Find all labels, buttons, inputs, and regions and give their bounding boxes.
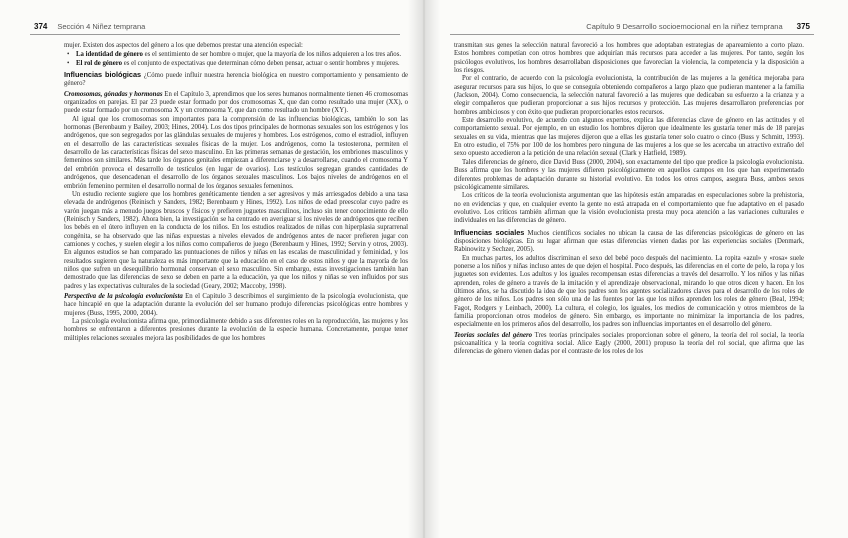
paragraph-text: En el Capítulo 3 describimos el surgimiento de la psicología evolucionista, que hace hincapié en que la adaptación durante la evolución del ser humano produjo diferencias psicológicas entre hombres y mujeres (Buss, 1995, 2000, 2004). xyxy=(64,292,408,317)
subsection-title: Teorías sociales del género xyxy=(454,331,533,339)
right-page-number: 375 xyxy=(796,21,810,31)
left-page-header xyxy=(34,20,404,32)
subsection-title: Perspectiva de la psicología evolucionista xyxy=(64,292,183,300)
list-item-term: El rol de género xyxy=(76,59,123,67)
paragraph-text: En el Capítulo 3, aprendimos que los seres humanos normalmente tienen 46 cromosomas organizados en parejas. El par 23 puede estar formado por dos cromosomas X, que dan como resultado una mujer (XX), o puede estar formado por un cromosoma X y un cromosoma Y, que dan como resultado un hombre (XY). xyxy=(64,90,409,115)
right-page xyxy=(424,0,848,538)
paragraph-hormones: Al igual que los cromosomas son importantes para la comprensión de las influencias biológicas, también lo son las hormonas (Berenbaum y Bailey, 2003; Hines, 2004). Los dos tipos principales de hormonas sexuales son los estrógenos y los andrógenos, que son segregados por las glándulas sexuales de mujeres y hombres. Los estrógenos, como el estradiol, influyen en el desarrollo de las características sexuales físicas de la mujer. Los andrógenos, como la testosterona, permiten el desarrollo de las características físicas del sexo masculino. En las primeras semanas de gestación, los embriones masculinos y femeninos son similares. Más tarde los órganos genitales empiezan a diferenciarse y a desarrollarse, cuando el cromosoma Y del embrión provoca el desarrollo de testículos (en lugar de ovarios). Los testículos segregan grandes cantidades de andrógenos, que desencadenan el desarrollo de los órganos sexuales masculinos. Los bajos niveles de andrógenos en el embrión femenino permiten el desarrollo normal de los órganos sexuales femeninos. xyxy=(64,115,408,190)
book-gutter-shadow xyxy=(408,0,440,538)
paragraph-text: Tres teorías principales sociales proporcionan sobre el género, la teoría del rol social, la teoría psicoanalítica y la teoría cognitiva social. Alice Eagly (2000, 2001) propuso la teoría del rol social, que afirma que las diferencias de género vienen dadas por el contraste de los roles de los xyxy=(454,331,804,356)
subsection-paragraph-evolutionary xyxy=(64,293,408,318)
paragraph-androgens-study: Un estudio reciente sugiere que los hombres genéticamente tienden a ser agresivos y más arriesgados debido a una tasa elevada de andrógenos (Reinisch y Sanders, 1982; Berenbaum y Hines, 1992). Los niños de edad preescolar cuyo padre es varón juegan más a menudo juegos bruscos y físicos y prefieren juguetes masculinos, incluso sin tener conocimiento de ello (Reinisch y Sanders, 1982). Ahora bien, la investigación se ha centrado en averiguar si los niveles de andrógenos que reciben los bebés en el útero influyen en la conducta de los niños. En los estudios realizados de niñas con hiperplasia suprarrenal congénita, se ha observado que las niñas expuestas a niveles elevados de andrógenos antes de nacer prefieren jugar con camiones y coches, y suelen elegir a los niños como compañeros de juego (Berenbaum y Hines, 1992; Servin y otros, 2003). En algunos estudios se han comparado las puntuaciones de niños y niñas en las escalas de masculinidad y feminidad, y los resultados sugieren que la naturaleza es más importante que la educación en el caso de estos niños y que la mayoría de los niños que sufren un desequilibrio hormonal conservan el sexo masculino. Sin embargo, estas investigaciones también han demostrado que las diferencias de sexo se deben en parte a la educación, ya que los niños y niñas se ven influidos por sus padres y las expectativas culturales de la sociedad (Geary, 2002; Maccoby, 1998). xyxy=(64,190,408,290)
paragraph-continuation: transmitan sus genes la selección natural favoreció a los hombres que adoptaban estrategias de apareamiento a corto plazo. Estos hombres competían con otros hombres que adquirían más recursos para acceder a las mujeres. Por tanto, según los psicólogos evolutivos, los hombres desarrollaban disposiciones que favorecían la violencia, la competencia y la disposición a los riesgos. xyxy=(454,42,804,75)
left-intro-paragraph: mujer. Existen dos aspectos del género a los que debemos prestar una atención especial: xyxy=(64,42,303,49)
paragraph-evolutionary-roles: La psicología evolucionista afirma que, primordialmente debido a sus diferentes roles en la reproducción, las mujeres y los hombres se enfrentaron a diferentes presiones durante la evolución de la especie humana. Concretamente, porque tener múltiples relaciones sexuales mejora las posibilidades de que los hombres xyxy=(64,318,408,342)
subsection-paragraph-social-theories xyxy=(454,332,804,357)
list-item-text: es el conjunto de expectativas que determinan cómo deben pensar, actuar o sentir hombres y mujeres. xyxy=(123,59,400,67)
left-header-rule xyxy=(30,34,400,35)
list-item xyxy=(76,51,408,59)
left-text-column xyxy=(64,42,408,343)
paragraph-buss: Tales diferencias de género, dice David Buss (2000, 2004), son exactamente del tipo que predice la psicología evolucionista. Buss afirma que los hombres y las mujeres difieren psicológicamente en aquellos campos en los que han experimentado diferentes problemas de adaptación durante su historial evolutivo. En todos los otros campos, asegura Buss, ambos sexos psicológicamente similares. xyxy=(454,158,804,191)
section-heading-biological xyxy=(64,71,408,89)
subsection-title: Cromosomas, gónadas y hormonas xyxy=(64,90,163,98)
left-running-head: Sección 4 Niñez temprana xyxy=(57,21,146,31)
gender-aspects-list xyxy=(64,51,408,68)
section-heading-question: ¿Cómo puede influir nuestra herencia biológica en nuestro comportamiento y pensamiento de género? xyxy=(64,72,408,88)
section-heading-title: Influencias sociales xyxy=(454,227,525,237)
subsection-paragraph-chromosomes xyxy=(64,91,408,116)
paragraph-women-selection: Por el contrario, de acuerdo con la psicología evolucionista, la contribución de las mujeres a la genética mejoraba para asegurar recursos para sus hijos, lo que se conseguía obteniendo compañeros a largo plazo que pudieran mantener a la familia (Jackson, 2004). Como consecuencia, la selección natural favoreció a las mujeres que dedicaban su esfuerzo a la crianza y a elegir compañeros que pudieran proporcionar a sus hijos recursos y protección. Las mujeres desarrollaron preferencias por hombres ambiciosos y con éxito que pudieran proporcionarles estos recursos. xyxy=(454,75,804,116)
right-header-rule xyxy=(450,34,814,35)
paragraph-critics: Los críticos de la teoría evolucionista argumentan que las hipótesis están amparadas en especulaciones sobre la prehistoria, no en evidencias y que, en cualquier evento la gente no está atrapada en el comportamiento que fue adaptativo en el pasado evolutivo. Los críticos también afirman que la visión evolucionista presta muy poca atención a las variaciones culturales e individuales en las diferencias de género. xyxy=(454,192,804,225)
right-running-head: Capítulo 9 Desarrollo socioemocional en la niñez temprana xyxy=(586,21,783,31)
paragraph-sexual-attitudes: Este desarrollo evolutivo, de acuerdo con algunos expertos, explica las diferencias clave de género en las actitudes y el comportamiento sexual. Por ejemplo, en un estudio los hombres dijeron que idealmente les gustaría tener más de 18 parejas sexuales en su vida, mientras que las mujeres dijeron que a ellas les gustaría tener solo cuatro o cinco (Buss y Schmitt, 1993). En otro estudio, el 75% por 100 de los hombres pero ninguna de las mujeres a los que se les acercaba un atractivo extraño del sexo opuesto accedieron a la petición de una relación sexual (Clark y Hatfield, 1989). xyxy=(454,117,804,158)
section-heading-title: Influencias biológicas xyxy=(64,70,142,80)
list-item-text: es el sentimiento de ser hombre o mujer, que la mayoría de los niños adquieren a los tres años. xyxy=(144,51,402,59)
list-item-term: La identidad de género xyxy=(76,51,143,59)
left-page-number: 374 xyxy=(34,21,48,31)
section-heading-social xyxy=(454,229,804,255)
right-text-column xyxy=(454,42,804,357)
right-page-header xyxy=(454,20,810,32)
section-heading-text: Muchos científicos sociales no ubican la causa de las diferencias psicológicas de género en las disposiciones biológicas. En su lugar afirman que estas diferencias vienen dadas por las experiencias sociales (Denmark, Rabinowitz y Sechzer, 2005). xyxy=(454,229,805,254)
paragraph-socialization: En muchas partes, los adultos discriminan el sexo del bebé poco después del nacimiento. La ropita «azul» y «rosa» suele ponerse a los niños y niñas incluso antes de que dejen el hospital. Poco después, las diferencias en el corte de pelo, la ropa y los juguetes son evidentes. Los adultos y los iguales recompensan estas diferencias a través del desarrollo. Y los niños y las niñas aprenden, roles de género a través de la imitación y el aprendizaje observacional, mirando lo que otros dicen y hacen. En los últimos años, se ha discutido la idea de que los padres son los agentes socializadores claves para el desarrollo de los roles de género de los niños. Los padres son sólo una de las fuentes por las que los niños aprenden los roles de género (Beal, 1994; Fagot, Rodgers y Leinbach, 2000). La cultura, el colegio, los iguales, los medios de comunicación y otros miembros de la familia proporcionan otros modelos de género. Sin embargo, es importante no minimizar la importancia de los padres, especialmente en los primeros años del desarrollo, los padres son influencias importantes en el desarrollo del género. xyxy=(454,254,804,329)
list-item xyxy=(76,60,408,68)
